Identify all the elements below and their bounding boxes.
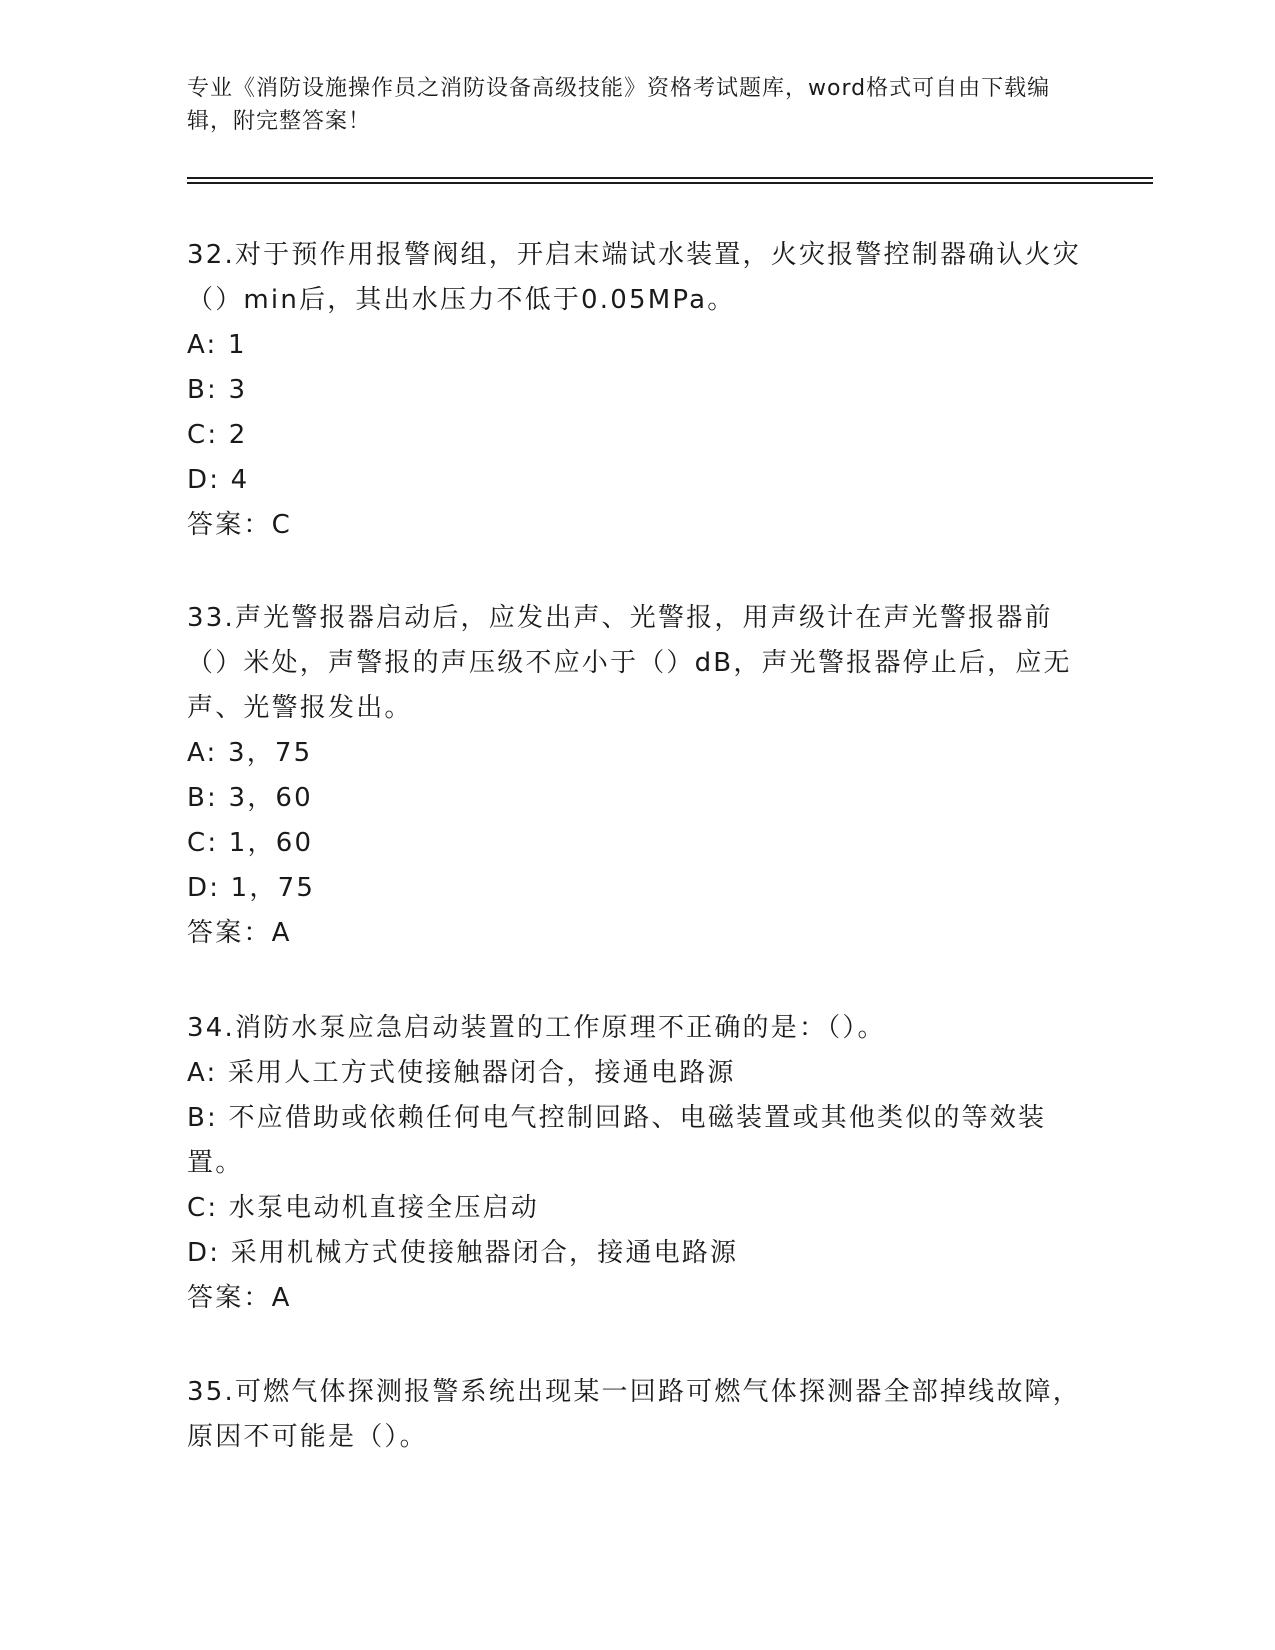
header-rule-bottom xyxy=(187,182,1153,184)
question-stem: 32.对于预作用报警阀组，开启末端试水装置，火灾报警控制器确认火灾（）min后，其出水压力不低于0.05MPa。 xyxy=(187,240,1081,315)
answer: 答案：A xyxy=(187,1283,292,1313)
question-stem: 34.消防水泵应急启动装置的工作原理不正确的是：（）。 xyxy=(187,1013,886,1043)
option-a: A: 采用人工方式使接触器闭合，接通电路源 xyxy=(187,1058,736,1088)
option-d: D: 4 xyxy=(187,465,250,495)
header-note: 专业《消防设施操作员之消防设备高级技能》资格考试题库，word格式可自由下载编辑，附完整答案！ xyxy=(187,76,1051,134)
option-c: C: 2 xyxy=(187,420,248,450)
option-b: B: 3，60 xyxy=(187,783,313,813)
question-32 xyxy=(187,233,1087,548)
option-c: C: 水泵电动机直接全压启动 xyxy=(187,1193,539,1223)
question-stem: 33.声光警报器启动后，应发出声、光警报，用声级计在声光警报器前（）米处，声警报的声压级不应小于（）dB，声光警报器停止后，应无声、光警报发出。 xyxy=(187,603,1072,723)
option-d: D: 采用机械方式使接触器闭合，接通电路源 xyxy=(187,1238,739,1268)
header-rule-top xyxy=(187,177,1153,179)
question-33 xyxy=(187,596,1087,956)
answer: 答案：C xyxy=(187,510,292,540)
question-35 xyxy=(187,1370,1087,1460)
answer: 答案：A xyxy=(187,918,292,948)
option-c: C: 1，60 xyxy=(187,828,314,858)
question-stem: 35.可燃气体探测报警系统出现某一回路可燃气体探测器全部掉线故障，原因不可能是（）。 xyxy=(187,1377,1081,1452)
option-b: B: 3 xyxy=(187,375,248,405)
option-a: A: 1 xyxy=(187,330,247,360)
question-34 xyxy=(187,1006,1087,1321)
option-a: A: 3，75 xyxy=(187,738,313,768)
option-d: D: 1，75 xyxy=(187,873,316,903)
option-b: B: 不应借助或依赖任何电气控制回路、电磁装置或其他类似的等效装置。 xyxy=(187,1103,1047,1178)
